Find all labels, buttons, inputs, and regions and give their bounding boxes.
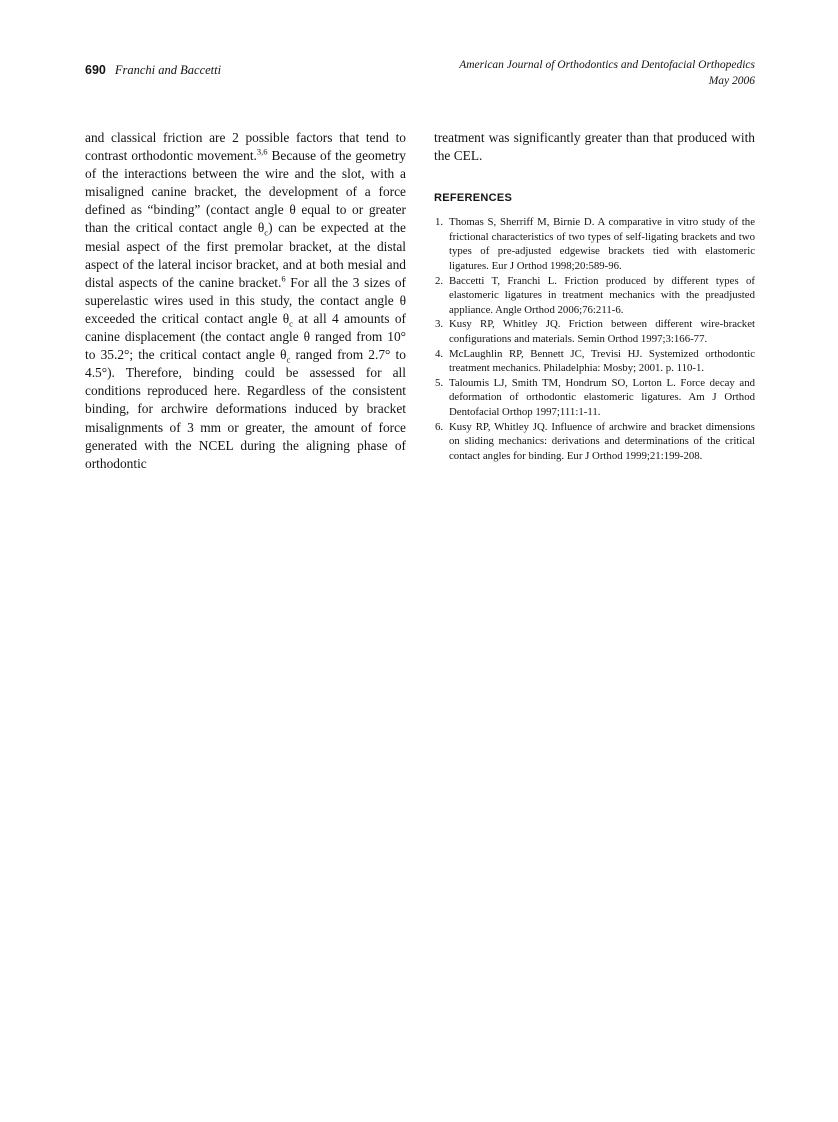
reference-number: 6. bbox=[435, 420, 444, 433]
reference-text: Baccetti T, Franchi L. Friction produced by different types of elastomeric ligatures in treatment mechanics with the preadjusted appliance. Angle Orthod 2006;76:211-6. bbox=[449, 274, 755, 316]
text-segment: Because of the geometry of the interactions between the wire and the slot, with a misaligned canine bracket, the development of a force defined as “binding” (contact angle θ equal to or greater than the critical contact angle θ bbox=[85, 148, 406, 236]
reference-number: 5. bbox=[435, 376, 444, 389]
text-segment: c bbox=[264, 228, 269, 239]
text-segment: c bbox=[286, 354, 291, 365]
reference-text: Taloumis LJ, Smith TM, Hondrum SO, Lorton L. Force decay and deformation of orthodontic elastomeric ligatures. Am J Orthod Dentofacial Orthop 1997;111:1-11. bbox=[449, 376, 755, 418]
reference-number: 4. bbox=[435, 347, 444, 360]
running-head-left bbox=[85, 58, 221, 79]
reference-text: Thomas S, Sherriff M, Birnie D. A comparative in vitro study of the frictional characteristics of two types of self-ligating brackets and two types of pre-adjusted edgewise brackets tied with elastomeric ligatures. Eur J Orthod 1998;20:589-96. bbox=[449, 216, 755, 272]
reference-number: 1. bbox=[435, 216, 444, 229]
reference-item bbox=[434, 274, 755, 318]
text-segment: and classical friction are 2 possible factors that tend to contrast orthodontic movement. bbox=[85, 130, 406, 164]
text-segment: ) can be expected at the mesial aspect of the first premolar bracket, at the distal aspect of the lateral incisor bracket, and at both mesial and distal aspects of the canine bracket. bbox=[85, 220, 406, 290]
references-heading: REFERENCES bbox=[434, 192, 513, 205]
body-paragraph-continued: treatment was significantly greater than that produced with the CEL. bbox=[434, 130, 755, 164]
two-column-body bbox=[85, 129, 755, 473]
reference-text: McLaughlin RP, Bennett JC, Trevisi HJ. Systemized orthodontic treatment mechanics. Philadelphia: Mosby; 2001. p. 110-1. bbox=[449, 347, 755, 375]
text-segment: c bbox=[289, 318, 293, 329]
issue-date: May 2006 bbox=[708, 74, 755, 87]
reference-text: Kusy RP, Whitley JQ. Influence of archwire and bracket dimensions on sliding mechanics: derivations and determinations of the critical contact angles for binding. Eur J Orthod 1999;21:199-208. bbox=[449, 420, 755, 462]
text-segment: ranged from 2.7° to 4.5°). Therefore, binding could be assessed for all conditions reproduced here. Regardless of the consistent binding, for archwire deformations induced by bracket misalignments of 3 mm or greater, the amount of force generated with the NCEL during the aligning phase of orthodontic bbox=[85, 347, 406, 471]
reference-text: Kusy RP, Whitley JQ. Friction between different wire-bracket configurations and materials. Semin Orthod 1997;3:166-77. bbox=[449, 318, 755, 345]
journal-title: American Journal of Orthodontics and Dentofacial Orthopedics bbox=[459, 59, 755, 71]
left-column bbox=[85, 129, 406, 473]
reference-item bbox=[434, 317, 755, 346]
text-segment: 6 bbox=[281, 273, 286, 284]
references-list bbox=[434, 215, 755, 463]
reference-number: 3. bbox=[435, 318, 444, 331]
reference-item bbox=[434, 376, 755, 420]
reference-number: 2. bbox=[435, 274, 444, 287]
right-column bbox=[434, 129, 755, 473]
reference-item bbox=[434, 215, 755, 273]
body-paragraph bbox=[85, 129, 406, 473]
running-head bbox=[85, 58, 755, 89]
text-segment: For all the 3 sizes of superelastic wires used in this study, the contact angle θ exceeded the critical contact angle θ bbox=[85, 274, 406, 326]
running-head-right bbox=[459, 58, 755, 89]
text-segment: 3,6 bbox=[256, 146, 268, 157]
reference-item bbox=[434, 347, 755, 376]
page-number: 690 bbox=[85, 63, 106, 77]
text-segment: at all 4 amounts of canine displacement (the contact angle θ ranged from 10° to 35.2°; the critical contact angle θ bbox=[85, 310, 406, 363]
reference-item bbox=[434, 420, 755, 464]
running-authors: Franchi and Baccetti bbox=[114, 63, 222, 77]
